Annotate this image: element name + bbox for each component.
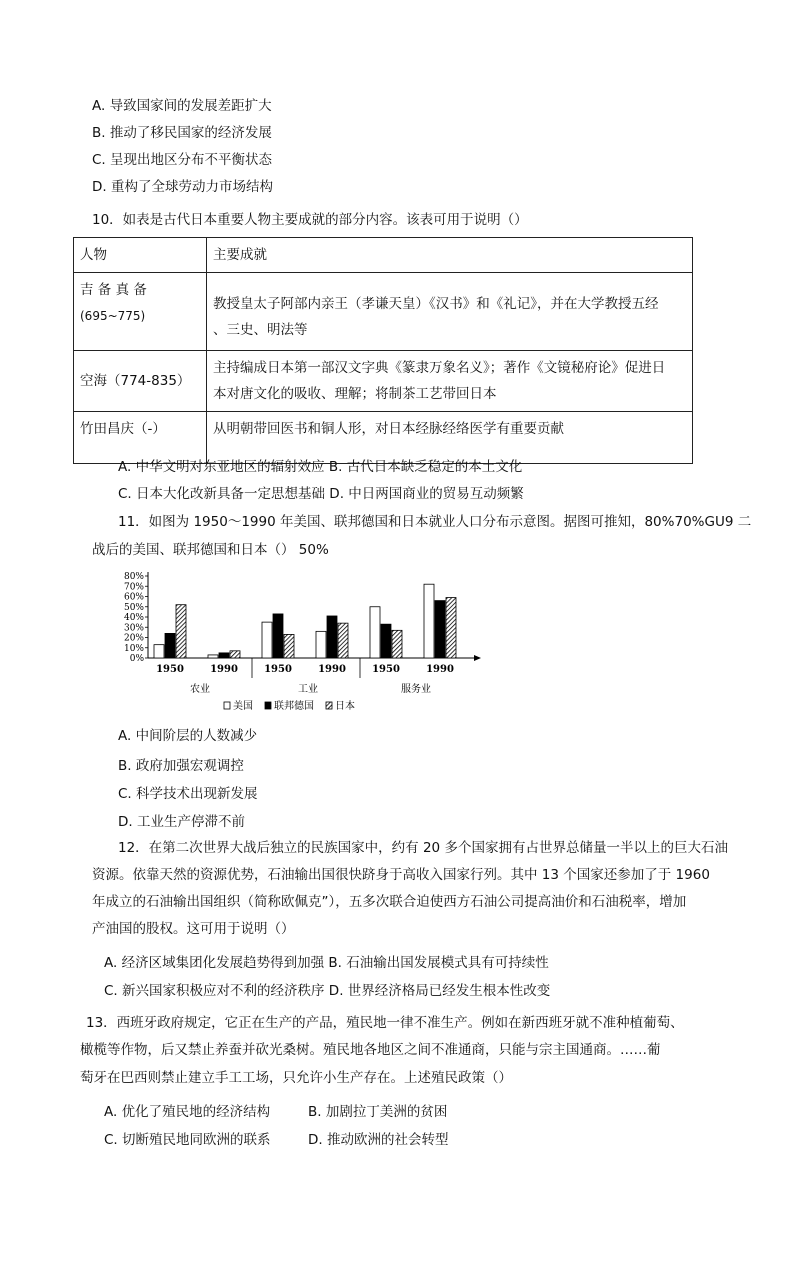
bar [262,622,272,658]
bar [284,634,294,658]
q12-options-ab: A. 经济区域集团化发展趋势得到加强 B. 石油输出国发展模式具有可持续性 [104,955,549,971]
q12-line: 年成立的石油输出国组织（简称欧佩克”），五多次联合迫使西方石油公司提高油价和石油税率，增加 [92,894,687,910]
bar [381,624,391,658]
q11-option-d: D. 工业生产停滞不前 [118,814,245,830]
legend-swatch [265,702,271,709]
bar [316,631,326,658]
legend-swatch [224,702,230,709]
q13-line: 橄榄等作物，后又禁止养蚕并砍光桑树。殖民地各地区之间不准通商，只能与宗主国通商。……葡 [80,1042,661,1058]
q9-option-d: D. 重构了全球劳动力市场结构 [92,179,273,195]
x-tick-label: 1990 [318,664,346,675]
y-tick-label: 0% [129,654,144,664]
table-achievement-line: 从明朝带回医书和铜人形，对日本经脉经络医学有重要贡献 [213,421,564,437]
table-header-person: 人物 [74,238,207,273]
q12-line: 资源。依靠天然的资源优势，石油输出国很快跻身于高收入国家行列。其中 13 个国家还参加了于 1960 [92,867,710,883]
q11-stem-line1: 11．如图为 1950～1990 年美国、联邦德国和日本就业人口分布示意图。据图可推知，80%70%GU9 二 [118,514,752,530]
bar [424,584,434,658]
bar [273,614,283,658]
x-tick-label: 1990 [210,664,238,675]
bar [338,623,348,658]
bar [446,598,456,658]
bar [176,605,186,658]
table-header-achievement: 主要成就 [207,238,693,273]
table-row [74,351,693,412]
legend-label: 联邦德国 [274,701,314,712]
legend-swatch [326,702,332,709]
y-tick-label: 30% [123,623,144,634]
q12-options-cd: C. 新兴国家积极应对不利的经济秩序 D. 世界经济格局已经发生根本性改变 [104,983,551,999]
q9-option-c: C. 呈现出地区分布不平衡状态 [92,152,273,168]
q13-option-b: B. 加剧拉丁美洲的贫困 [308,1104,448,1120]
x-tick-label: 1950 [372,664,400,675]
x-tick-label: 1990 [426,664,454,675]
q12-line: 12．在第二次世界大战后独立的民族国家中，约有 20 多个国家拥有占世界总储量一半以上的巨大石油 [118,840,728,856]
q10-table [73,237,693,464]
bar [165,633,175,658]
q13-option-d: D. 推动欧洲的社会转型 [308,1132,449,1148]
q10-options-cd: C. 日本大化改新具备一定思想基础 D. 中日两国商业的贸易互动频繁 [118,486,524,502]
table-achievement-line: 教授皇太子阿部内亲王（孝谦天皇）《汉书》和《礼记》，并在大学教授五经 [213,296,659,312]
q11-option-b: B. 政府加强宏观调控 [118,758,244,774]
q11-option-a: A. 中间阶层的人数减少 [118,728,258,744]
bar [154,645,164,658]
q10-stem: 10．如表是古代日本重要人物主要成就的部分内容。该表可用于说明（） [92,212,528,228]
y-tick-label: 40% [123,613,144,623]
x-tick-label: 1950 [264,664,292,675]
q10-options-ab: A. 中华文明对东亚地区的辐射效应 B. 古代日本缺乏稳定的本土文化 [118,459,523,475]
q12-line: 产油国的股权。这可用于说明（） [92,921,295,937]
group-label: 农业 [190,684,210,695]
bar [219,653,229,658]
q13-option-a: A. 优化了殖民地的经济结构 [104,1104,271,1120]
bar [230,651,240,658]
table-person: 空海（774-835） [80,373,191,389]
table-achievement-line: 本对唐文化的吸收、理解；将制茶工艺带回日本 [213,386,497,402]
q11-option-c: C. 科学技术出现新发展 [118,786,258,802]
employment-chart [118,566,488,718]
q13-line: 萄牙在巴西则禁止建立手工工场，只允许小生产存在。上述殖民政策（） [80,1070,512,1086]
y-tick-label: 80% [123,572,144,582]
table-achievement-line: 、三史、明法等 [213,322,308,338]
table-row [74,273,693,351]
bar [370,607,380,658]
table-row [74,412,693,464]
q11-stem-line2: 战后的美国、联邦德国和日本（） 50% [92,542,329,558]
y-tick-label: 50% [123,602,144,613]
table-header-row [74,238,693,273]
q9-option-a: A. 导致国家间的发展差距扩大 [92,98,272,114]
table-person: 吉 备 真 备 [80,282,147,298]
q13-line: 13．西班牙政府规定，它正在生产的产品，殖民地一律不准生产。例如在新西班牙就不准种植葡萄、 [86,1015,684,1031]
q13-option-c: C. 切断殖民地同欧洲的联系 [104,1132,271,1148]
group-label: 服务业 [401,684,431,695]
legend-label: 美国 [233,701,253,712]
bar [435,601,445,658]
legend-label: 日本 [335,701,355,712]
y-tick-label: 60% [123,592,144,603]
q9-option-b: B. 推动了移民国家的经济发展 [92,125,272,141]
y-tick-label: 10% [123,643,144,654]
x-axis-arrow [474,655,481,661]
x-tick-label: 1950 [156,664,184,675]
bar [208,655,218,658]
y-tick-label: 20% [123,633,144,644]
table-achievement-line: 主持编成日本第一部汉文字典《篆隶万象名义》；著作《文镜秘府论》促进日 [213,360,666,376]
y-tick-label: 70% [123,582,144,593]
table-person-years: (695~775) [80,309,146,323]
bar [327,616,337,658]
table-person: 竹田昌庆（-） [80,421,166,437]
group-label: 工业 [298,684,318,695]
bar [392,630,402,658]
employment-bar-chart [118,566,488,714]
